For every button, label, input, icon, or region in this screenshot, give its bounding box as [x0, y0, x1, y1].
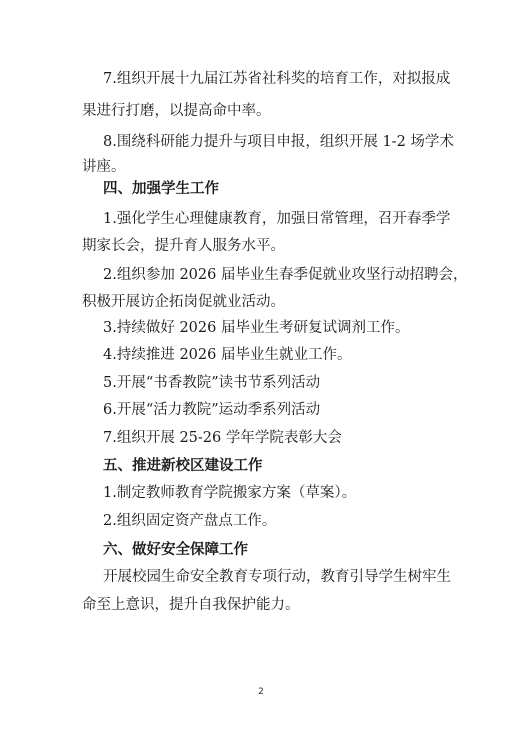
- text-line: 7.组织开展 25-26 学年学院表彰大会: [103, 430, 342, 446]
- text-line: 6.开展“活力教院”运动季系列活动: [103, 402, 321, 418]
- text-line: 命至上意识，提升自我保护能力。: [82, 597, 300, 613]
- section-heading: 六、做好安全保障工作: [103, 542, 248, 558]
- text-line: 4.持续推进 2026 届毕业生就业工作。: [103, 347, 352, 363]
- text-line: 3.持续做好 2026 届毕业生考研复试调剂工作。: [103, 320, 410, 336]
- text-line: 2.组织固定资产盘点工作。: [103, 513, 277, 529]
- text-line: 积极开展访企拓岗促就业活动。: [82, 294, 285, 310]
- text-line: 开展校园生命安全教育专项行动，教育引导学生树牢生: [103, 569, 451, 585]
- text-line: 讲座。: [82, 159, 126, 175]
- page-number: 2: [258, 687, 264, 697]
- text-line: 5.开展“书香教院”读书节系列活动: [103, 375, 321, 391]
- text-line: 期家长会，提升育人服务水平。: [82, 238, 285, 254]
- section-heading: 四、加强学生工作: [103, 181, 219, 197]
- section-heading: 五、推进新校区建设工作: [103, 458, 263, 474]
- text-line: 8.围绕科研能力提升与项目申报，组织开展 1-2 场学术: [103, 134, 454, 150]
- text-line: 7.组织开展十九届江苏省社科奖的培育工作，对拟报成: [103, 71, 451, 87]
- text-line: 果进行打磨，以提高命中率。: [82, 103, 271, 119]
- text-line: 1.强化学生心理健康教育，加强日常管理，召开春季学: [103, 211, 451, 227]
- text-line: 2.组织参加 2026 届毕业生春季促就业攻坚行动招聘会，: [103, 267, 468, 283]
- text-line: 1.制定教师教育学院搬家方案（草案）。: [103, 485, 357, 501]
